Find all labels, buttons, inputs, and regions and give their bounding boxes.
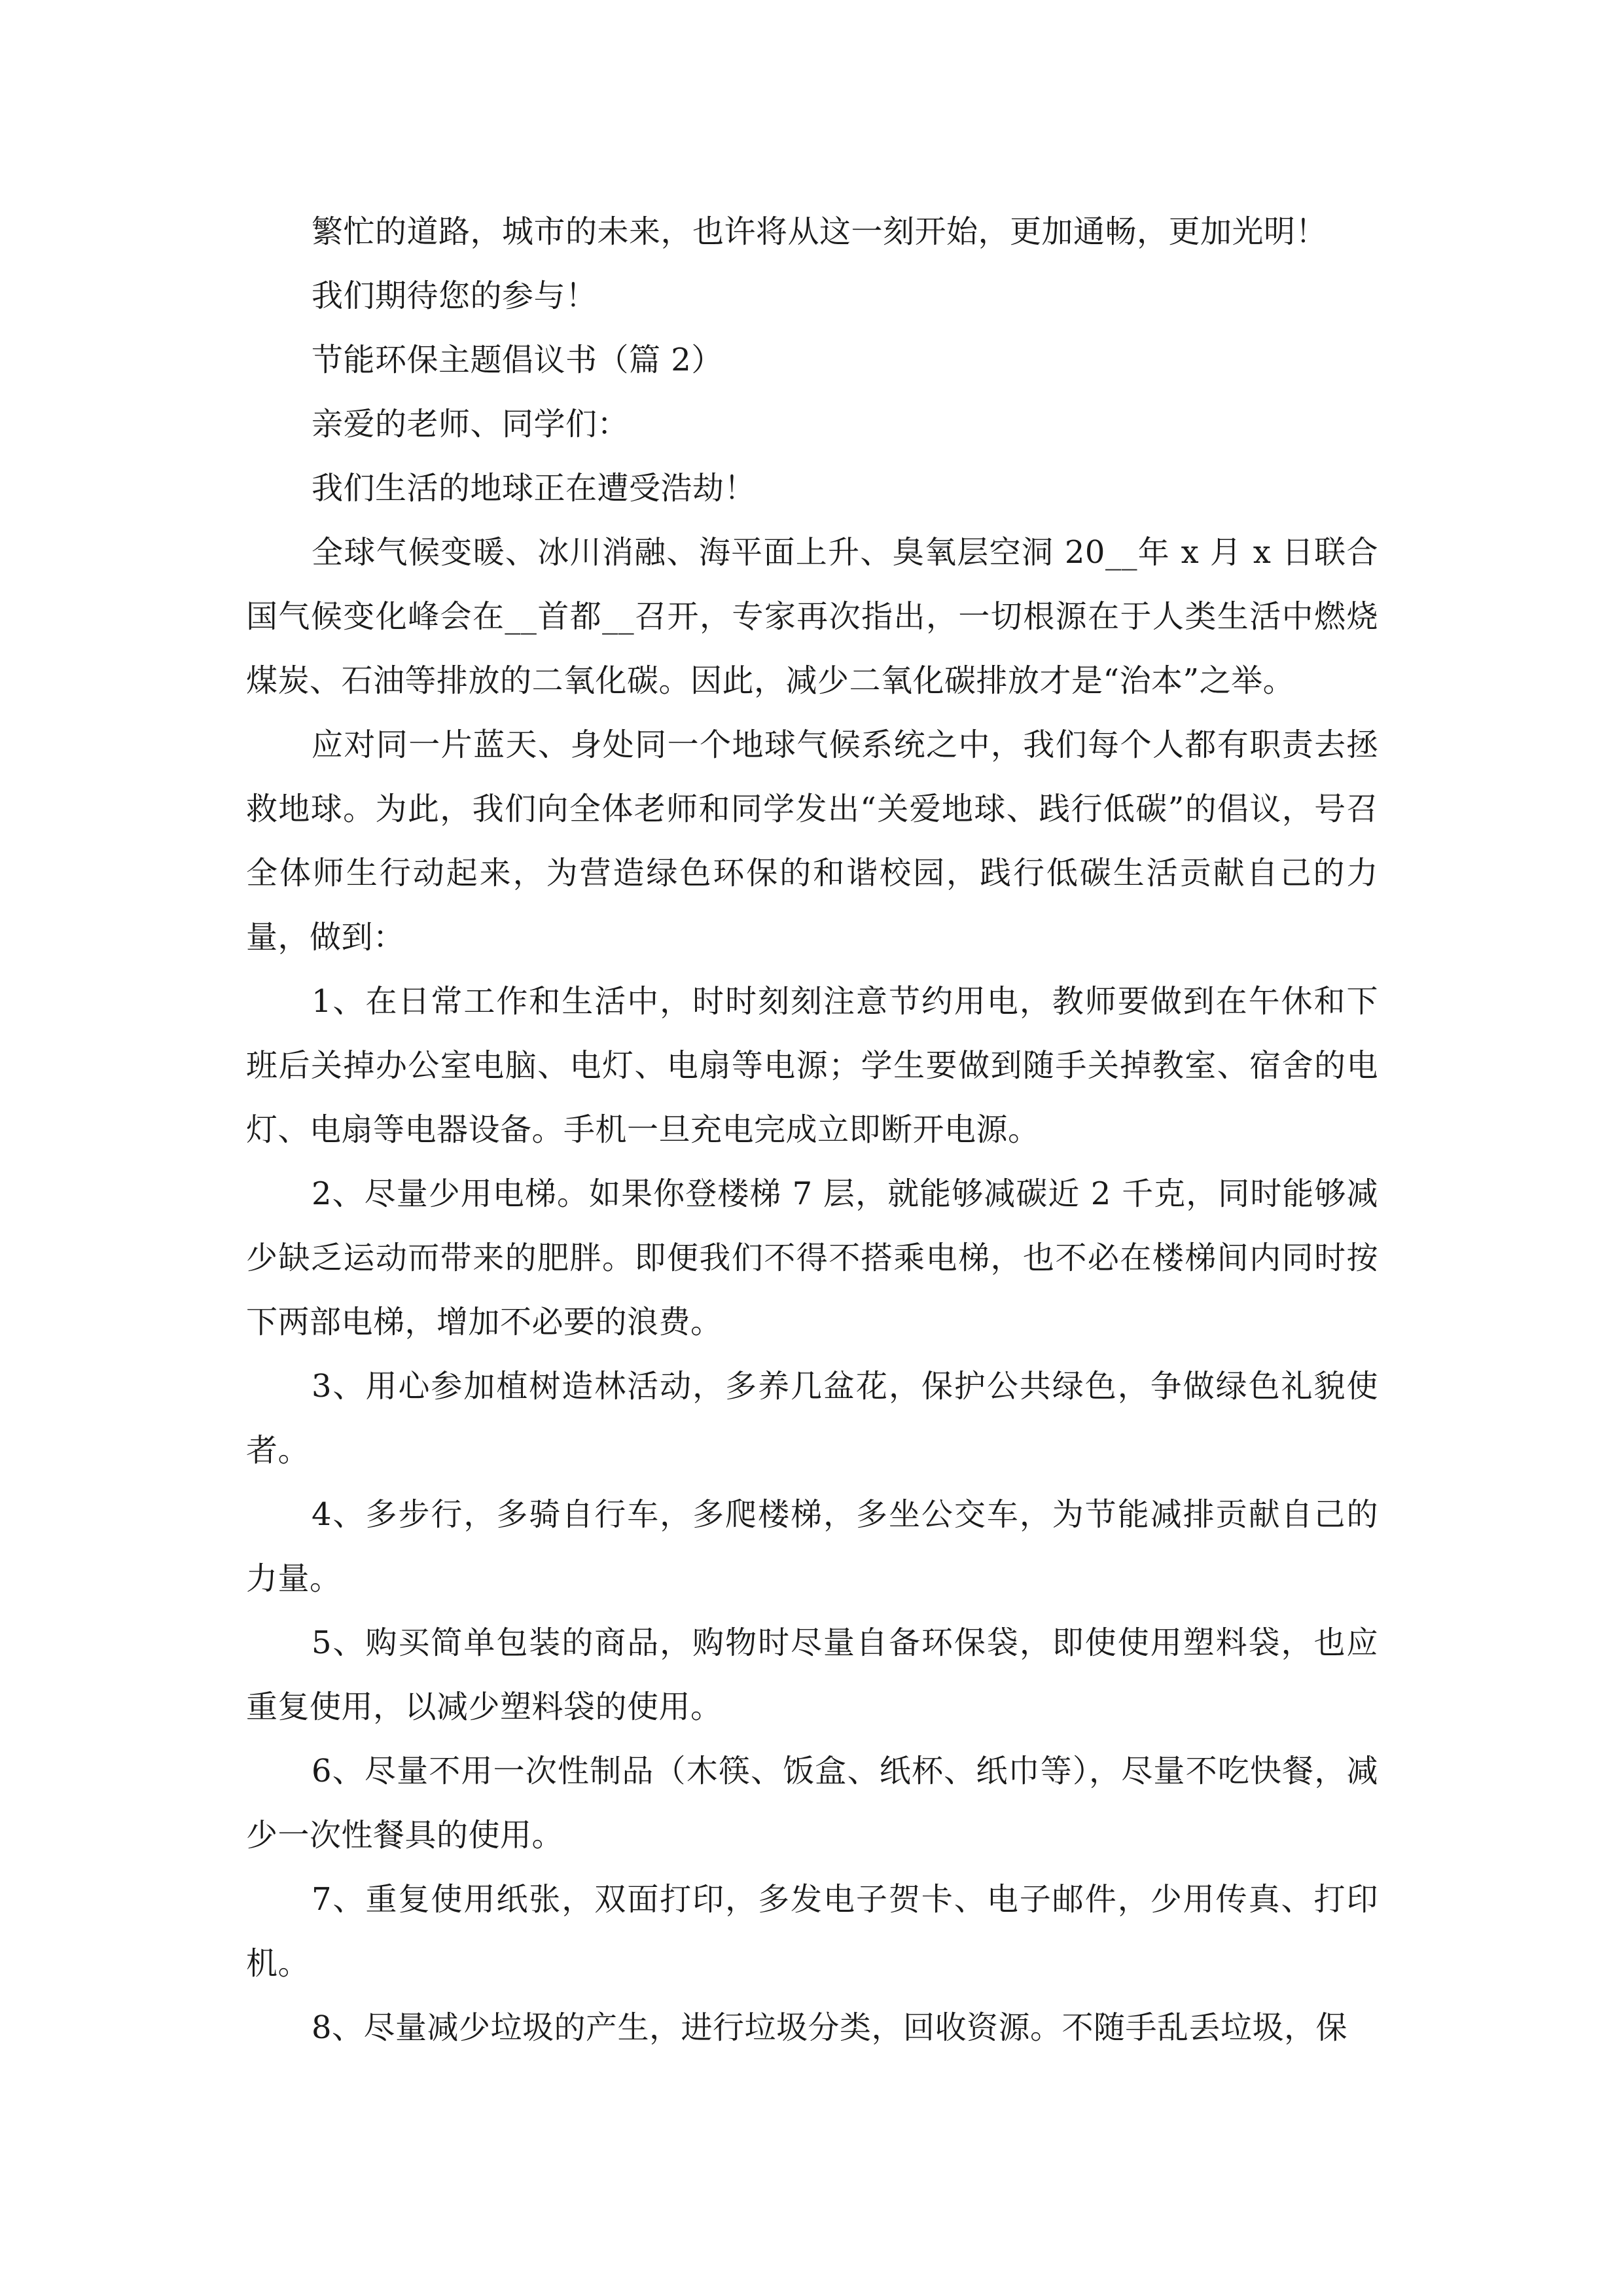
list-item-6: 6、尽量不用一次性制品（木筷、饭盒、纸杯、纸巾等），尽量不吃快餐，减少一次性餐具的使用。	[246, 1753, 1378, 1854]
paragraph-climate: 全球气候变暖、冰川消融、海平面上升、臭氧层空洞 20__年 x 月 x 日联合国气候变化峰会在__首都__召开，专家再次指出，一切根源在于人类生活中燃烧煤炭、石油等排放的二氧化碳。因此，减少二氧化碳排放才是“治本”之举。	[246, 534, 1378, 699]
list-item-7: 7、重复使用纸张，双面打印，多发电子贺卡、电子邮件，少用传真、打印机。	[246, 1881, 1378, 1982]
paragraph-closing-line: 繁忙的道路，城市的未来，也许将从这一刻开始，更加通畅，更加光明！	[312, 213, 1328, 250]
list-item-4: 4、多步行，多骑自行车，多爬楼梯，多坐公交车，为节能减排贡献自己的力量。	[246, 1496, 1378, 1597]
paragraph-opening: 我们生活的地球正在遭受浩劫！	[312, 470, 757, 507]
salutation: 亲爱的老师、同学们：	[312, 406, 630, 442]
paragraph-invitation: 我们期待您的参与！	[312, 278, 597, 314]
list-item-1: 1、在日常工作和生活中，时时刻刻注意节约用电，教师要做到在午休和下班后关掉办公室电脑、电灯、电扇等电源；学生要做到随手关掉教室、宿舍的电灯、电扇等电器设备。手机一旦充电完成立即断开电源。	[246, 983, 1378, 1148]
list-item-8: 8、尽量减少垃圾的产生，进行垃圾分类，回收资源。不随手乱丢垃圾，保	[312, 2009, 1348, 2046]
document-page	[246, 200, 1378, 2060]
list-item-3: 3、用心参加植树造林活动，多养几盆花，保护公共绿色，争做绿色礼貌使者。	[246, 1368, 1378, 1469]
list-item-5: 5、购买简单包装的商品，购物时尽量自备环保袋，即使使用塑料袋，也应重复使用，以减少塑料袋的使用。	[246, 1624, 1378, 1725]
section-title: 节能环保主题倡议书（篇 2）	[312, 342, 723, 378]
paragraph-proposal: 应对同一片蓝天、身处同一个地球气候系统之中，我们每个人都有职责去拯救地球。为此，我们向全体老师和同学发出“关爱地球、践行低碳”的倡议，号召全体师生行动起来，为营造绿色环保的和谐校园，践行低碳生活贡献自己的力量，做到：	[246, 726, 1378, 956]
list-item-2: 2、尽量少用电梯。如果你登楼梯 7 层，就能够减碳近 2 千克，同时能够减少缺乏运动而带来的肥胖。即便我们不得不搭乘电梯，也不必在楼梯间内同时按下两部电梯，增加不必要的浪费。	[246, 1175, 1378, 1340]
